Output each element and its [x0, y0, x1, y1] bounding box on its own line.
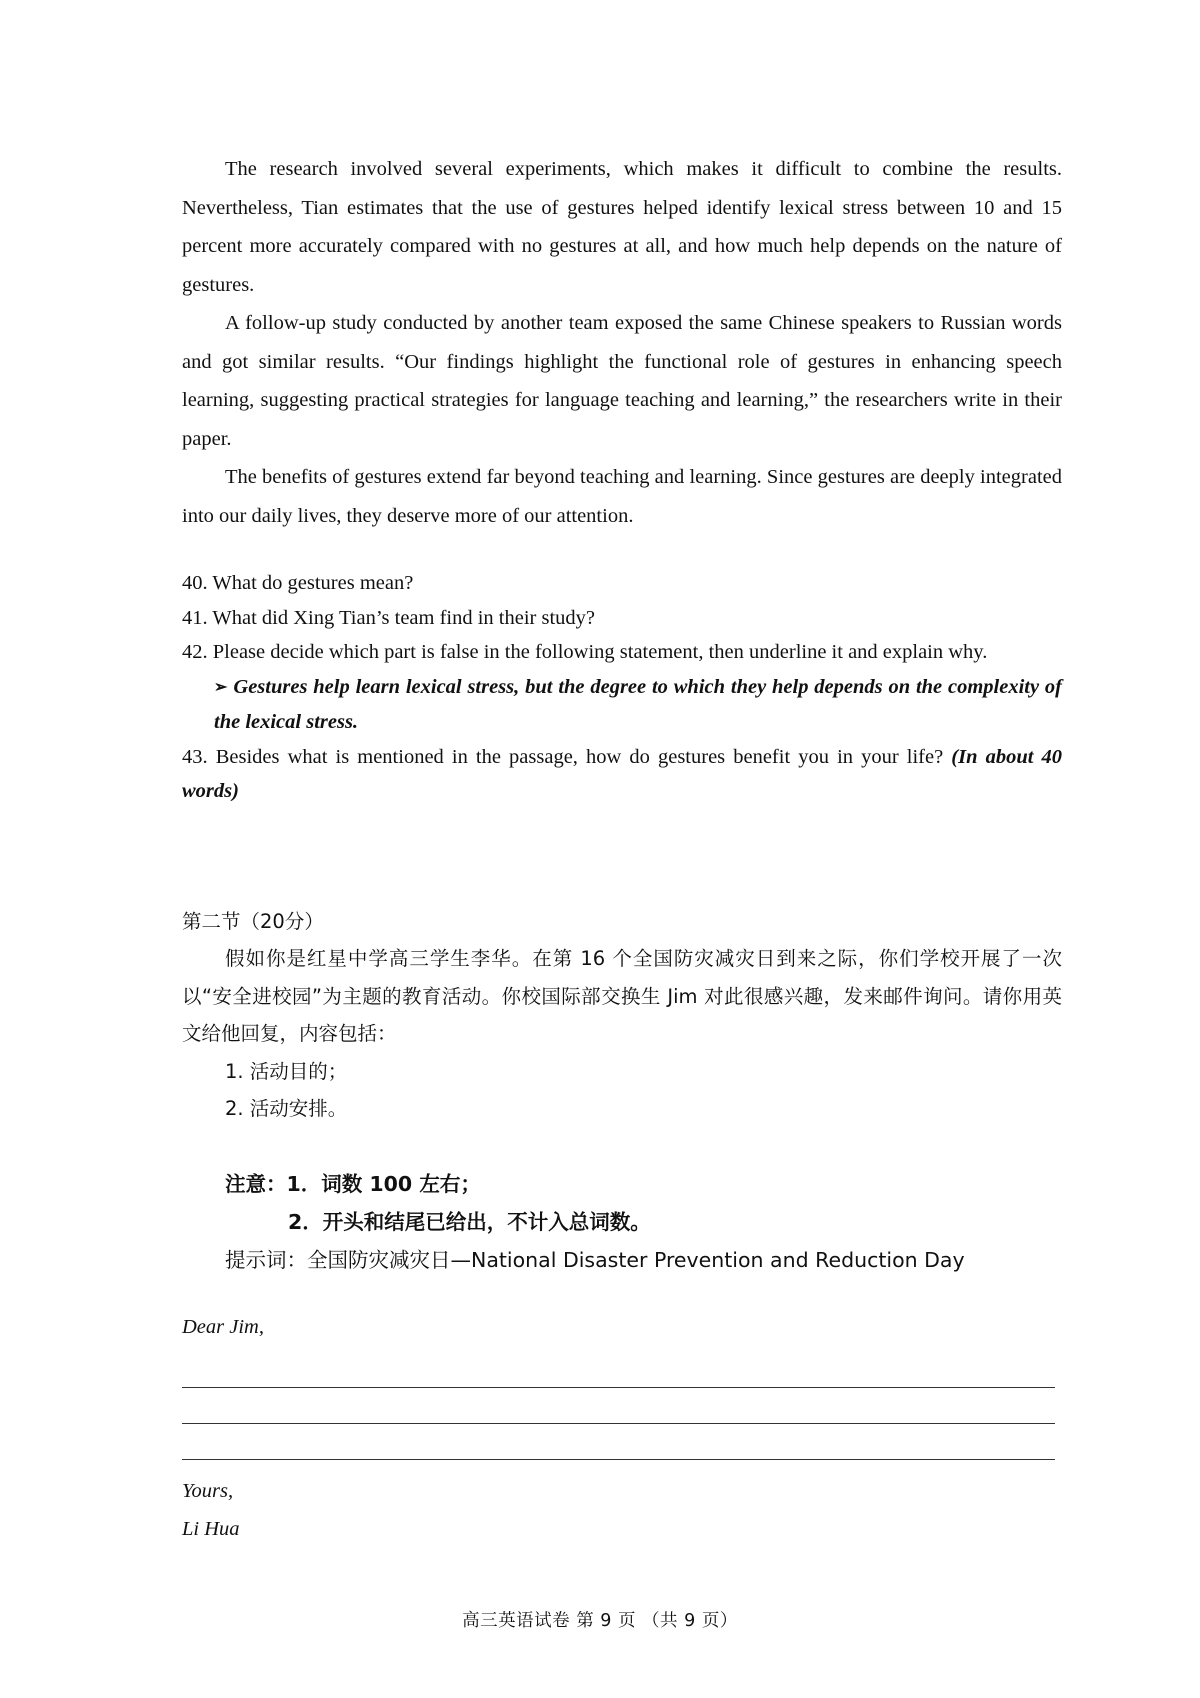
question-43-text: 43. Besides what is mentioned in the passage, how do gestures benefit you in your life? — [182, 745, 944, 768]
page-content — [182, 150, 1062, 1548]
answer-line[interactable] — [182, 1388, 1055, 1424]
passage-paragraph: The research involved several experiments, which makes it difficult to combine the results. Nevertheless, Tian estimates that the use of gestures helped identify lexical stress between 10 and 15 percent more accurately compared with no gestures at all, and how much help depends on the nature of gestures. — [182, 158, 1062, 296]
letter-closing: Yours, — [182, 1479, 234, 1502]
requirement-item: 2. 活动安排。 — [225, 1097, 348, 1120]
question-43 — [182, 740, 1062, 809]
section-heading: 第二节（20分） — [182, 909, 324, 933]
passage-paragraph: The benefits of gestures extend far beyond teaching and learning. Since gestures are deeply integrated into our daily lives, they deserve more of our attention. — [182, 466, 1062, 527]
note-word-count: 注意：1．词数 100 左右； — [225, 1171, 481, 1196]
letter-closing-block — [182, 1472, 1062, 1548]
answer-line[interactable] — [182, 1352, 1055, 1388]
question-41: 41. What did Xing Tian’s team find in their study? — [182, 606, 596, 629]
page-footer: 高三英语试卷 第 9 页 （共 9 页） — [462, 1611, 738, 1631]
question-list — [182, 566, 1062, 809]
statement-text: Gestures help learn lexical stress, but the degree to which they help depends on the complexity of the lexical stress. — [214, 675, 1062, 733]
arrow-bullet-icon: ➢ — [214, 678, 228, 696]
hint-words: 提示词：全国防灾减灾日—National Disaster Prevention and Reduction Day — [225, 1247, 965, 1272]
writing-prompt: 假如你是红星中学高三学生李华。在第 16 个全国防灾减灾日到来之际，你们学校开展了一次以“安全进校园”为主题的教育活动。你校国际部交换生 Jim 对此很感兴趣，发来邮件询问。请你用英文给他回复，内容包括： — [182, 947, 1062, 1045]
writing-section — [182, 903, 1062, 1128]
requirement-item: 1. 活动目的； — [225, 1059, 348, 1083]
note-opening-closing: 2．开头和结尾已给出，不计入总词数。 — [288, 1209, 651, 1234]
question-42: 42. Please decide which part is false in the following statement, then underline it and explain why. — [182, 641, 988, 663]
writing-notes — [182, 1165, 1062, 1279]
passage-paragraph: A follow-up study conducted by another team exposed the same Chinese speakers to Russian words and got similar results. “Our findings highlight the functional role of gestures in enhancing speech learning, suggesting practical strategies for language teaching and learning,” the researchers write in their paper. — [182, 312, 1062, 450]
word-count-note: (In about 40 words) — [182, 745, 1063, 802]
question-42-statement — [182, 670, 1062, 740]
answer-line[interactable] — [182, 1424, 1055, 1460]
question-40: 40. What do gestures mean? — [182, 572, 414, 594]
reading-passage — [182, 150, 1062, 535]
letter-template — [182, 1310, 1062, 1548]
answer-lines — [182, 1352, 1062, 1460]
letter-signature: Li Hua — [182, 1517, 240, 1540]
letter-greeting: Dear Jim, — [182, 1315, 264, 1338]
